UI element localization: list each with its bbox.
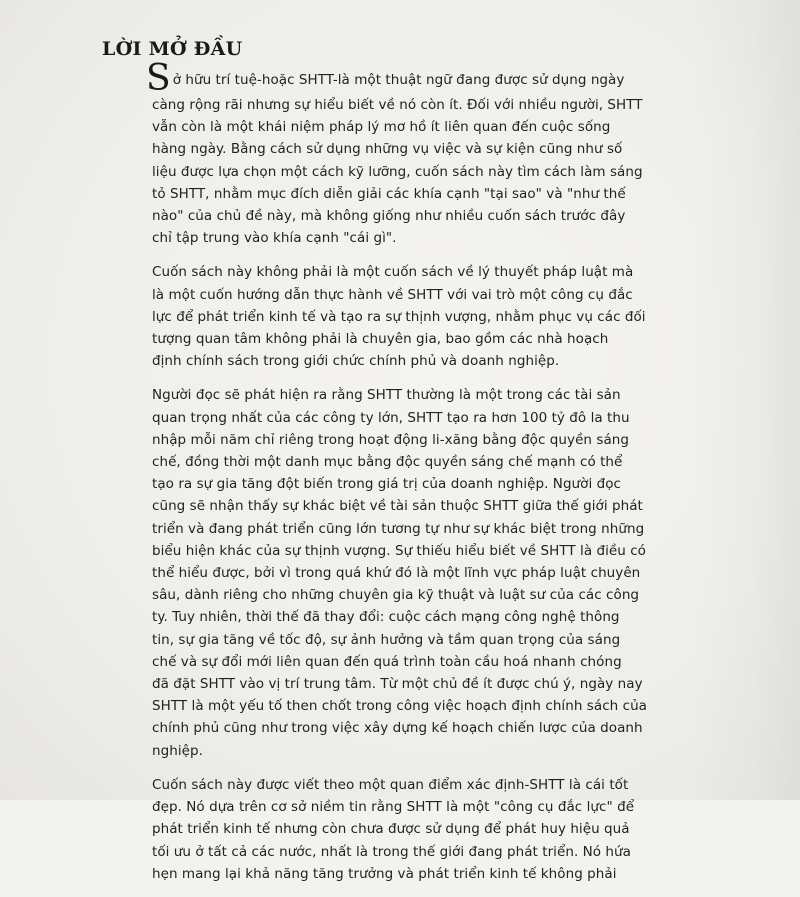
- text-line: đẹp. Nó dựa trên cơ sở niềm tin rằng SHTT là một "công cụ đắc lực" để: [152, 799, 635, 816]
- text-line: là một cuốn hướng dẫn thực hành về SHTT với vai trò một công cụ đắc: [152, 286, 633, 303]
- text-line: thể hiểu được, bởi vì trong quá khứ đó là một lĩnh vực pháp luật chuyên: [152, 565, 641, 582]
- text-line: triển và đang phát triển cũng lớn tương tự như sự khác biệt trong những: [152, 520, 645, 537]
- text-line: càng rộng rãi nhưng sự hiểu biết về nó còn ít. Đối với nhiều người, SHTT: [152, 97, 643, 113]
- text-line: cũng sẽ nhận thấy sự khác biệt về tài sản thuộc SHTT giữa thế giới phát: [152, 498, 643, 515]
- text-line: nhập mỗi năm chỉ riêng trong hoạt động li-xăng bằng độc quyền sáng: [152, 431, 630, 448]
- text-line: tỏ SHTT, nhằm mục đích diễn giải các khía cạnh "tại sao" và "như thế: [152, 185, 626, 202]
- text-line: tượng quan tâm không phải là chuyên gia, bao gồm các nhà hoạch: [152, 331, 609, 348]
- text-line: Người đọc sẽ phát hiện ra rằng SHTT thường là một trong các tài sản: [152, 387, 621, 404]
- text-line: định chính sách trong giới chức chính phủ và doanh nghiệp.: [152, 353, 560, 370]
- text-line: Cuốn sách này không phải là một cuốn sách về lý thuyết pháp luật mà: [152, 264, 634, 281]
- text-line: tạo ra sự gia tăng đột biến trong giá trị của doanh nghiệp. Người đọc: [152, 476, 622, 493]
- text-line: nghiệp.: [152, 742, 203, 759]
- text-line: [146, 58, 772, 99]
- text-line: phát triển kinh tế nhưng còn chưa được sử dụng để phát huy hiệu quả: [152, 821, 630, 838]
- text-line: tối ưu ở tất cả các nước, nhất là trong thế giới đang phát triển. Nó hứa: [152, 843, 631, 860]
- text-line: nào" của chủ đề này, mà không giống như nhiều cuốn sách trước đây: [152, 208, 626, 225]
- text-line: SHTT là một yếu tố then chốt trong công việc hoạch định chính sách của: [152, 698, 648, 715]
- text-line: liệu được lựa chọn một cách kỹ lưỡng, cuốn sách này tìm cách làm sáng: [152, 163, 643, 180]
- text-line: Cuốn sách này được viết theo một quan điểm xác định-SHTT là cái tốt: [152, 776, 629, 793]
- body-text: [146, 58, 772, 897]
- paragraph-1: [146, 58, 772, 249]
- text-line: quan trọng nhất của các công ty lớn, SHTT tạo ra hơn 100 tỷ đô la thu: [152, 409, 630, 426]
- paragraph-3: [152, 384, 772, 761]
- text-line: đã đặt SHTT vào vị trí trung tâm. Từ một chủ đề ít được chú ý, ngày nay: [152, 676, 643, 693]
- text-line: hẹn mang lại khả năng tăng trưởng và phát triển kinh tế không phải: [152, 865, 617, 882]
- paragraph-4: [152, 774, 772, 885]
- text-line: chế, đồng thời một danh mục bằng độc quyền sáng chế mạnh có thể: [152, 454, 623, 471]
- text-line: hàng ngày. Bằng cách sử dụng những vụ việc và sự kiện cũng như số: [152, 141, 623, 158]
- text-line: vẫn còn là một khái niệm pháp lý mơ hồ ít liên quan đến cuộc sống: [152, 119, 611, 136]
- paragraph-2: [152, 261, 772, 372]
- text-line: chế và sự đổi mới liên quan đến quá trình toàn cầu hoá nhanh chóng: [152, 653, 622, 670]
- text-line: ty. Tuy nhiên, thời thế đã thay đổi: cuộc cách mạng công nghệ thông: [152, 609, 620, 626]
- chapter-heading: LỜI MỞ ĐẦU: [102, 38, 243, 60]
- text-line: tin, sự gia tăng về tốc độ, sự ảnh hưởng và tầm quan trọng của sáng: [152, 631, 621, 648]
- text-line: chỉ tập trung vào khía cạnh "cái gì".: [152, 230, 397, 247]
- drop-cap: S: [146, 58, 171, 99]
- text-line: lực để phát triển kinh tế và tạo ra sự thịnh vượng, nhằm phục vụ các đối: [152, 308, 646, 325]
- text-line: chính phủ cũng như trong việc xây dựng kế hoạch chiến lược của doanh: [152, 720, 643, 737]
- text-line: sâu, dành riêng cho những chuyên gia kỹ thuật và luật sư của các công: [152, 587, 640, 604]
- line-text: ở hữu trí tuệ-hoặc SHTT-là một thuật ngữ đang được sử dụng ngày: [172, 72, 625, 88]
- text-line: biểu hiện khác của sự thịnh vượng. Sự thiếu hiểu biết về SHTT là điều có: [152, 542, 646, 559]
